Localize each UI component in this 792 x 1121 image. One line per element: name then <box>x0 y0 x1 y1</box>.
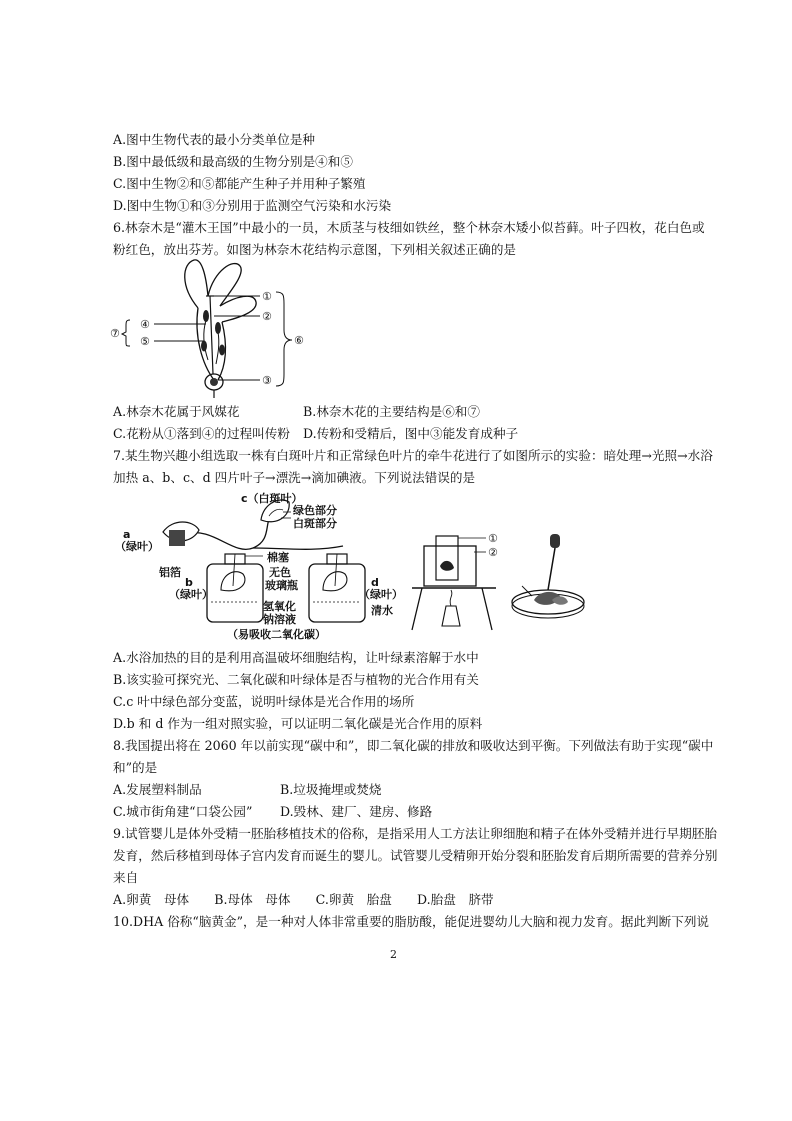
q7-label-a-sub: （绿叶） <box>115 540 159 553</box>
q5-option-d: D.图中生物①和③分别用于监测空气污染和水污染 <box>113 198 392 213</box>
q8-option-a: A.发展塑料制品 <box>113 782 202 797</box>
q7-label-bottle: 玻璃瓶 <box>265 579 298 592</box>
q7-stem-line2: 加热 a、b、c、d 四片叶子→漂洗→滴加碘液。下列说法错误的是 <box>113 470 476 485</box>
q7-beaker-label-2: ② <box>488 546 498 559</box>
q5-option-c: C.图中生物②和⑤都能产生种子并用种子繁殖 <box>113 176 366 191</box>
q7-label-absorb: （易吸收二氧化碳） <box>227 628 326 641</box>
q7-label-naoh1: 氢氧化 <box>263 600 296 613</box>
q6-label-5: ⑤ <box>140 335 150 348</box>
q7-label-a: a <box>123 528 131 541</box>
q8-option-c: C.城市街角建“口袋公园” <box>113 804 253 819</box>
q7-label-white: 白斑部分 <box>293 517 337 530</box>
q7-label-cotton: 棉塞 <box>267 551 289 564</box>
q8-option-b: B.垃圾掩埋或焚烧 <box>280 782 382 797</box>
q8-stem-line2: 和”的是 <box>113 760 158 775</box>
q9-options: A.卵黄 母体 B.母体 母体 C.卵黄 胎盘 D.胎盘 脐带 <box>113 892 494 907</box>
q6-label-2: ② <box>262 310 272 323</box>
q6-stem-line1: 6.林奈木是“灌木王国”中最小的一员，木质茎与枝细如铁丝，整个林奈木矮小似苔藓。叶子四枚，花白色或 <box>113 220 705 235</box>
q7-iodine-dish-diagram <box>508 534 588 634</box>
q7-option-c: C.c 叶中绿色部分变蓝，说明叶绿体是光合作用的场所 <box>113 694 415 709</box>
q9-stem-line1: 9.试管婴儿是体外受精一胚胎移植技术的俗称，是指采用人工方法让卵细胞和精子在体外受精并进行早期胚胎 <box>113 826 717 841</box>
q9-stem-line3: 来自 <box>113 870 139 885</box>
q6-label-6: ⑥ <box>294 334 304 347</box>
q9-stem-line2: 发育，然后移植到母体子宫内发育而诞生的婴儿。试管婴儿受精卵开始分裂和胚胎发育后期所需要的营养分别 <box>113 848 718 863</box>
q7-label-d-sub: （绿叶） <box>359 588 403 601</box>
q5-option-b: B.图中最低级和最高级的生物分别是④和⑤ <box>113 154 353 169</box>
q7-label-d: d <box>371 576 379 589</box>
q7-stem-line1: 7.某生物兴趣小组选取一株有白斑叶片和正常绿色叶片的牵牛花进行了如图所示的实验：暗处理→光照→水浴 <box>113 448 713 463</box>
q7-experiment-diagram <box>113 490 403 641</box>
q7-label-colorless: 无色 <box>269 566 291 579</box>
q7-label-green: 绿色部分 <box>293 504 337 517</box>
q7-option-d: D.b 和 d 作为一组对照实验，可以证明二氧化碳是光合作用的原料 <box>113 716 483 731</box>
q8-stem-line1: 8.我国提出将在 2060 年以前实现“碳中和”，即二氧化碳的排放和吸收达到平衡。下列做法有助于实现“碳中 <box>113 738 714 753</box>
q7-label-water: 清水 <box>371 604 393 617</box>
q7-option-a: A.水浴加热的目的是利用高温破坏细胞结构，让叶绿素溶解于水中 <box>113 650 479 665</box>
q7-label-c: c（白斑叶） <box>241 492 303 505</box>
q7-beaker-label-1: ① <box>488 532 498 545</box>
q6-flower-diagram <box>110 256 330 398</box>
q7-label-b: b <box>185 576 193 589</box>
q7-label-foil: 铝箔 <box>159 566 181 579</box>
q6-option-c: C.花粉从①落到④的过程叫传粉 <box>113 426 290 441</box>
q7-label-b-sub: （绿叶） <box>169 588 213 601</box>
q6-label-4: ④ <box>140 318 150 331</box>
q7-option-b: B.该实验可探究光、二氧化碳和叶绿体是否与植物的光合作用有关 <box>113 672 479 687</box>
q6-option-d: D.传粉和受精后，图中③能发育成种子 <box>303 426 519 441</box>
q5-option-a: A.图中生物代表的最小分类单位是种 <box>113 132 316 147</box>
q6-label-7: ⑦ <box>110 327 120 340</box>
q10-stem-line1: 10.DHA 俗称“脑黄金”，是一种对人体非常重要的脂肪酸，能促进婴幼儿大脑和视力发育。据此判断下列说 <box>113 914 710 929</box>
q6-label-3: ③ <box>262 374 272 387</box>
q8-option-d: D.毁林、建厂、建房、修路 <box>280 804 433 819</box>
q7-label-naoh2: 钠溶液 <box>263 613 296 626</box>
q6-stem-line2: 粉红色，放出芬芳。如图为林奈木花结构示意图，下列相关叙述正确的是 <box>113 242 516 257</box>
q6-option-b: B.林奈木花的主要结构是⑥和⑦ <box>303 404 480 419</box>
page-number: 2 <box>390 948 397 961</box>
q7-water-bath-diagram <box>408 526 508 636</box>
q6-option-a: A.林奈木花属于风媒花 <box>113 404 240 419</box>
q6-label-1: ① <box>262 290 272 303</box>
